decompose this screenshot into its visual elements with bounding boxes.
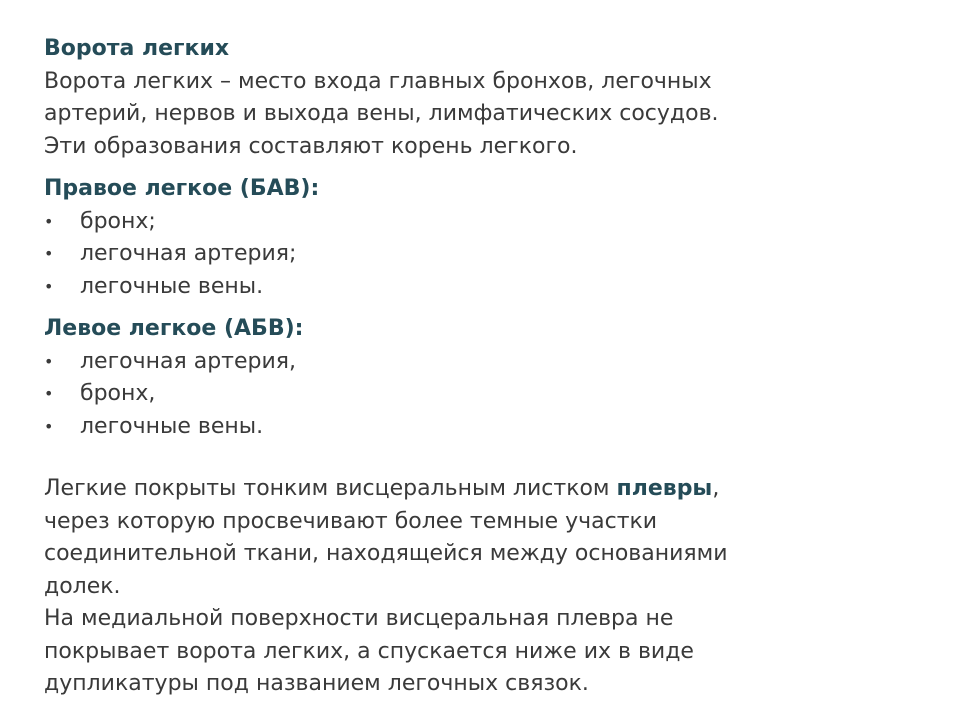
pleura-line-3: соединительной ткани, находящейся между основаниями — [44, 541, 728, 566]
pleura-line-4: долек. — [44, 573, 121, 599]
pleura-line-1-start: Легкие покрыты тонким висцеральным листком — [44, 476, 617, 501]
list-item — [44, 411, 924, 444]
slide-content — [44, 33, 924, 701]
list-item-text: легочные вены. — [80, 273, 264, 299]
intro-line-1: Ворота легких – место входа главных бронхов, легочных — [44, 68, 712, 94]
bullet-icon: • — [44, 211, 54, 231]
right-lung-list — [44, 206, 924, 304]
pleura-line-5: На медиальной поверхности висцеральная плевра не — [44, 606, 674, 631]
left-lung-heading: Левое легкое (АБВ): — [44, 316, 304, 341]
slide-title: Ворота легких — [44, 36, 230, 61]
pleura-line-1 — [44, 473, 924, 506]
list-item — [44, 346, 924, 379]
list-item-text: бронх; — [80, 208, 156, 234]
pleura-line-1-end: , — [712, 476, 720, 501]
bullet-icon: • — [44, 276, 54, 296]
bullet-icon: • — [44, 351, 54, 371]
list-item — [44, 238, 924, 271]
pleura-line-2: через которую просвечивают более темные участки — [44, 508, 658, 534]
list-item-text: бронх, — [80, 381, 156, 406]
spacer — [44, 443, 924, 473]
bullet-icon: • — [44, 244, 54, 263]
pleura-paragraph — [44, 473, 924, 701]
left-lung-list — [44, 346, 924, 444]
bullet-icon: • — [44, 416, 54, 436]
bullet-icon: • — [44, 384, 54, 403]
pleura-term: плевры — [616, 476, 713, 501]
list-item-text: легочная артерия, — [80, 348, 296, 374]
intro-line-2: артерий, нервов и выхода вены, лимфатических сосудов. — [44, 101, 719, 126]
list-item-text: легочные вены. — [80, 413, 264, 439]
right-lung-section — [44, 173, 924, 303]
left-lung-section — [44, 313, 924, 443]
pleura-line-6: покрывает ворота легких, а спускается ниже их в виде — [44, 638, 694, 664]
list-item-text: легочная артерия; — [80, 241, 297, 266]
list-item — [44, 271, 924, 304]
pleura-line-7: дупликатуры под названием легочных связок. — [44, 671, 589, 696]
intro-line-3: Эти образования составляют корень легкого. — [44, 133, 578, 159]
list-item — [44, 378, 924, 411]
right-lung-heading: Правое легкое (БАВ): — [44, 176, 320, 201]
list-item — [44, 206, 924, 239]
